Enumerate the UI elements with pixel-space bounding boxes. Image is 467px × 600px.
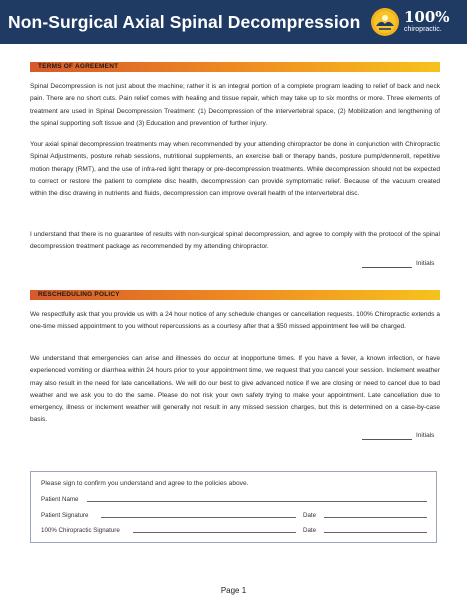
terms-heading: TERMS OF AGREEMENT [30,62,440,72]
patient-name-field[interactable] [87,501,427,502]
brand-logo [370,7,465,39]
chiropractic-signature-label: 100% Chiropractic Signature [41,527,120,534]
terms-paragraph-2: Your axial spinal decompression treatments may when recommended by your attending chiropractor be done in conjunction with Chiropractic Spinal Adjustments, posture rehab sessions, nutritional supplements, an exercise ball or therapy bands, posture pump/denneroll, repetitive motion therapy (RMT), and the use of infra-red light therapy or pre-decompression treatments. While decompression should not be expected to correct or restore the patient to complete disc health, decompression can provide symptomatic relief. Because of the vacuum created within the disc drawing in nutrients and fluids, decompression can improve overall health of the intervertebral disc. [30,141,440,198]
rescheduling-heading: RESCHEDULING POLICY [30,290,440,300]
initials-line [362,439,412,440]
rescheduling-paragraph-1: We respectfully ask that you provide us with a 24 hour notice of any schedule changes or cancellation requests. 100% Chiropractic extends a one-time missed appointment to you without repercussions as a courtesy after that a $50 missed appointment fee will be charged. [30,311,440,331]
initials-line [362,267,412,268]
signature-box [30,471,437,543]
document-title: Non-Surgical Axial Spinal Decompression [8,11,361,32]
rescheduling-paragraph-2: We understand that emergencies can arise and illnesses do occur at inopportune times. If you have a fever, a known infection, or have experienced vomiting or diarrhea within 24 hours prior to your appointment time, we request that you cancel your session. Inclement weather may also result in the need for late cancellations. We will do our best to give advanced notice if we are closing or need to cancel due to bad weather and we ask you to do the same. Please do not risk your own safety trying to make your appointment. Late cancellation due to emergency, illness or inclement weather will generally not result in any missed session charges, but this is determined on a case-by-case basis. [30,355,440,424]
initials-label: Initials [416,260,435,267]
initials-label: Initials [416,432,435,439]
patient-signature-label: Patient Signature [41,512,89,519]
date-field-1[interactable] [324,517,427,518]
date-label-1: Date [303,512,317,519]
rescheduling-initials-field[interactable] [362,431,442,441]
date-label-2: Date [303,527,317,534]
page-number: Page 1 [220,586,247,595]
patient-signature-field[interactable] [101,517,296,518]
page-header [0,0,467,44]
date-field-2[interactable] [324,532,427,533]
terms-paragraph-3: I understand that there is no guarantee of results with non-surgical spinal decompression, and agree to comply with the protocol of the spinal decompression treatment package as recommended by my attending chiropractor. [30,231,440,251]
signature-instruction: Please sign to confirm you understand and agree to the policies above. [41,480,249,487]
logo-subtitle: chiropractic. [404,26,442,33]
terms-initials-field[interactable] [362,259,442,269]
logo-wordmark: 100% [404,8,450,26]
sun-logo-icon [370,7,400,37]
chiropractic-signature-field[interactable] [133,532,296,533]
terms-paragraph-1: Spinal Decompression is not just about the machine; rather it is an integral portion of a complete program leading to relief of back and neck pain. There are no short cuts. Pain relief comes with healing and tissue repair, which may take up to six months or more. Three elements of treatment are used in Spinal Decompression Treatment: (1) Decompression of the intervertebral space, (2) Mobilization and lengthening of the spinal supporting soft tissue and (3) Education and prevention of further injury. [30,83,440,127]
patient-name-label: Patient Name [41,496,79,503]
